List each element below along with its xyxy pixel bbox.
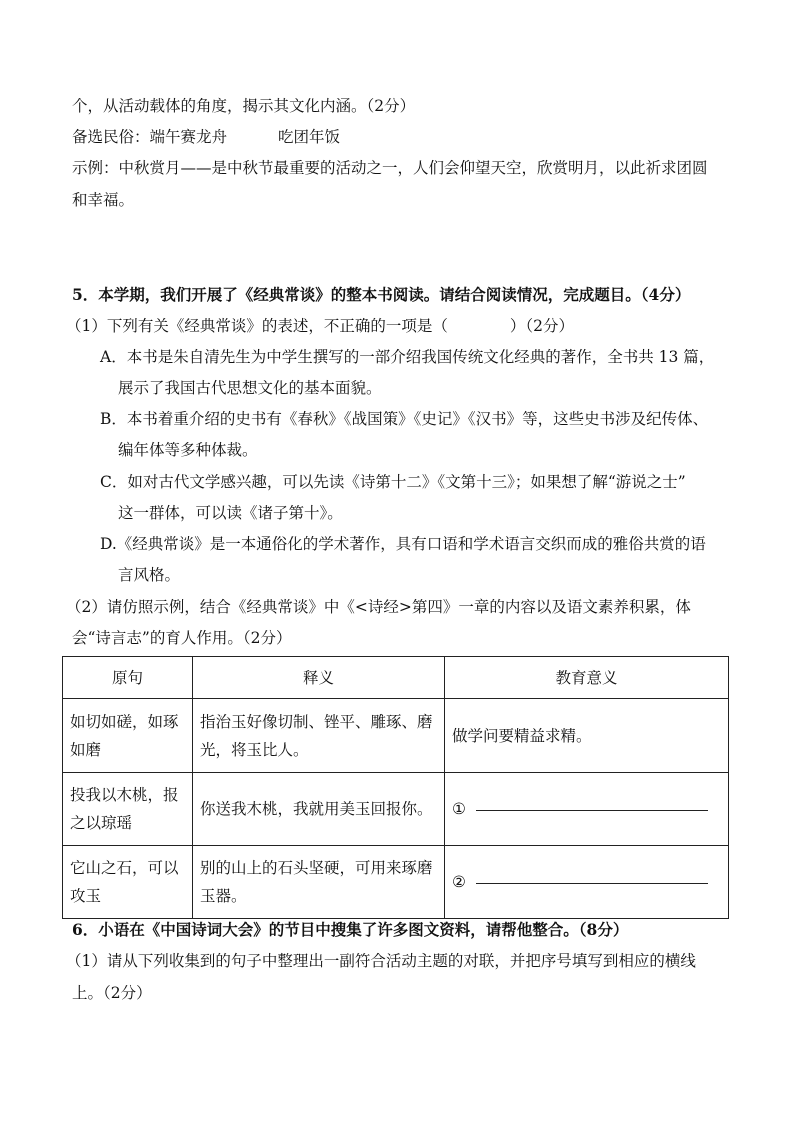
cell-line: 之以琼瑶	[70, 814, 133, 832]
cell-line: 指治玉好像切制、锉平、雕琢、磨	[200, 712, 433, 731]
table-row	[63, 773, 729, 846]
question-6-title: 6．小语在《中国诗词大会》的节目中搜集了许多图文资料，请帮他整合。（8分）	[72, 920, 629, 939]
option-a-cont: 展示了我国古代思想文化的基本面貌。	[118, 379, 382, 397]
table-header: 释义	[193, 657, 445, 699]
options-label: 备选民俗：端午赛龙舟	[72, 128, 228, 146]
cell-line: 攻玉	[70, 887, 102, 905]
option-c-cont: 这一群体，可以读《诸子第十》。	[118, 504, 343, 522]
intro-line: 个，从活动载体的角度，揭示其文化内涵。（2分）	[72, 97, 416, 115]
answer-cell	[445, 773, 729, 846]
meaning	[193, 699, 445, 773]
option-c: C．如对古代文学感兴趣，可以先读《诗第十二》《文第十三》；如果想了解“游说之士”	[100, 473, 686, 491]
cell-line: 如磨	[70, 740, 102, 759]
answer-cell	[445, 846, 729, 919]
original-sentence	[63, 846, 193, 919]
cell-line: 投我以木桃，报	[70, 786, 179, 804]
answer-number: ①	[452, 800, 466, 818]
answer-number: ②	[452, 873, 466, 891]
question-5-sub2-cont: 会“诗言志”的育人作用。（2分）	[72, 629, 292, 647]
table-header: 教育意义	[445, 657, 729, 699]
original-sentence	[63, 699, 193, 773]
option-d-cont: 言风格。	[118, 566, 181, 584]
meaning	[193, 846, 445, 919]
cell-line: 玉器。	[200, 887, 247, 905]
question-6-sub1-cont: 上。（2分）	[72, 984, 152, 1002]
table-row	[63, 846, 729, 919]
table-row	[63, 699, 729, 773]
option-b-cont: 编年体等多种体裁。	[118, 441, 258, 459]
answer-blank[interactable]	[476, 882, 708, 884]
cell-line: 它山之石，可以	[70, 859, 179, 877]
cell-line: 别的山上的石头坚硬，可用来琢磨	[200, 859, 433, 877]
option-b: B．本书着重介绍的史书有《春秋》《战国策》《史记》《汉书》等，这些史书涉及纪传体、	[100, 410, 709, 428]
example-line: 和幸福。	[72, 191, 135, 209]
question-5-title: 5．本学期，我们开展了《经典常谈》的整本书阅读。请结合阅读情况，完成题目。（4分）	[72, 285, 691, 304]
educational-meaning: 做学问要精益求精。	[445, 699, 729, 773]
option-d: D.《经典常谈》是一本通俗化的学术著作，具有口语和学术语言交织而成的雅俗共赏的语	[100, 535, 706, 553]
cell-line: 光，将玉比人。	[200, 740, 309, 759]
question-5-sub2: （2）请仿照示例，结合《经典常谈》中《<诗经>第四》一章的内容以及语文素养积累，体	[66, 598, 691, 616]
question-5-sub1: （1）下列有关《经典常谈》的表述，不正确的一项是（ ）（2分）	[66, 317, 574, 335]
question-6-sub1: （1）请从下列收集到的句子中整理出一副符合活动主题的对联，并把序号填写到相应的横线	[66, 952, 696, 970]
cell-line: 你送我木桃，我就用美玉回报你。	[200, 800, 433, 818]
option-a: A．本书是朱自清先生为中学生撰写的一部介绍我国传统文化经典的著作，全书共 13 篇，	[100, 348, 715, 366]
answer-blank[interactable]	[476, 809, 708, 811]
cell-line: 如切如磋，如琢	[70, 712, 179, 731]
poetry-table	[62, 656, 729, 919]
table-header: 原句	[63, 657, 193, 699]
example-line: 示例：中秋赏月——是中秋节最重要的活动之一，人们会仰望天空，欣赏明月，以此祈求团圆	[72, 159, 708, 177]
options-item: 吃团年饭	[278, 128, 341, 146]
meaning	[193, 773, 445, 846]
original-sentence	[63, 773, 193, 846]
